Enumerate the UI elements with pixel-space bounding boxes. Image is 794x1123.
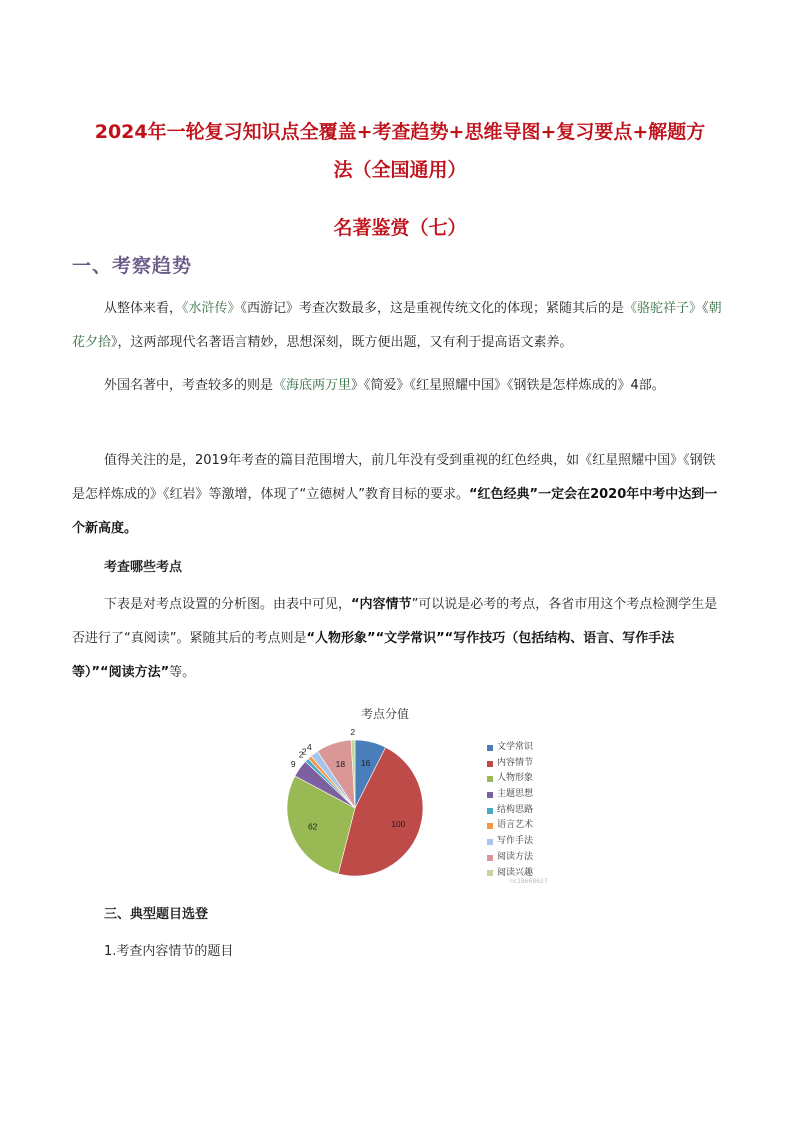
paragraph-foreign: 外国名著中，考查较多的则是《海底两万里》《简爱》《红星照耀中国》《钢铁是怎样炼成的》4部。 bbox=[104, 378, 665, 393]
paragraph-overview: 从整体来看，《水浒传》《西游记》考查次数最多，这是重视传统文化的体现；紧随其后的是《骆驼祥子》《朝花夕拾》，这两部现代名著语言精妙，思想深刻，既方便出题，又有利于提高语文素养。 bbox=[72, 301, 722, 350]
legend-item bbox=[487, 850, 533, 866]
legend-label: 文学常识 bbox=[497, 742, 534, 752]
legend-label: 主题思想 bbox=[497, 789, 534, 800]
legend-item bbox=[487, 740, 533, 756]
legend-swatch bbox=[487, 839, 493, 845]
legend-item bbox=[487, 787, 533, 803]
legend-label: 写作手法 bbox=[497, 836, 534, 847]
legend-swatch bbox=[487, 855, 493, 861]
pie-label-8: 18 bbox=[335, 759, 346, 770]
section-heading-trend: 一、考察趋势 bbox=[72, 255, 193, 277]
pie-label-4: 9 bbox=[290, 758, 296, 769]
legend-item bbox=[487, 834, 533, 850]
pie-chart bbox=[280, 728, 480, 888]
legend-label: 结构思路 bbox=[497, 804, 534, 815]
pie-label-2: 100 bbox=[391, 819, 406, 830]
question-heading-1: 1.考查内容情节的题目 bbox=[104, 944, 234, 959]
pie-label-3: 62 bbox=[307, 821, 318, 832]
paragraph-red-classics: 值得关注的是，2019年考查的篇目范围增大，前几年没有受到重视的红色经典，如《红星照耀中国》《钢铁是怎样炼成的》《红岩》等激增，体现了“立德树人”教育目标的要求。“红色经典”一定会在2020年中考中达到一个新高度。 bbox=[72, 453, 718, 536]
book-luotuoxiangzi: 《骆驼祥子》 bbox=[624, 301, 703, 316]
legend-label: 语言艺术 bbox=[497, 820, 534, 831]
section-heading-questions: 三、典型题目选登 bbox=[104, 907, 209, 922]
legend-swatch bbox=[487, 792, 493, 798]
watermark: nc18668627 bbox=[510, 878, 548, 885]
main-title-line1: 2024年一轮复习知识点全覆盖+考查趋势+思维导图+复习要点+解题方 bbox=[94, 121, 706, 143]
book-haidi: 《海底两万里 bbox=[273, 378, 352, 393]
legend-label: 内容情节 bbox=[497, 757, 534, 768]
legend-label: 阅读方法 bbox=[497, 851, 534, 862]
legend-swatch bbox=[487, 870, 493, 876]
pie-label-9: 2 bbox=[350, 728, 356, 737]
paragraph-analysis: 下表是对考点设置的分析图。由表中可见，“内容情节”可以说是必考的考点，各省市用这个考点检测学生是否进行了“真阅读”。紧随其后的考点则是“人物形象”“文学常识”“写作技巧（包括结构、语言、写作手法等）”“阅读方法”等。 bbox=[72, 597, 718, 680]
legend-label: 阅读兴趣 bbox=[497, 867, 534, 878]
chart-legend bbox=[487, 740, 533, 881]
book-zhaohuaxishi: 朝花夕拾 bbox=[72, 301, 722, 350]
legend-swatch bbox=[487, 808, 493, 814]
chart-title: 考点分值 bbox=[360, 707, 409, 721]
pie-label-1: 16 bbox=[360, 758, 371, 768]
subheading-exam-points: 考查哪些考点 bbox=[104, 560, 183, 575]
pie-label-7: 4 bbox=[307, 742, 312, 753]
book-shuihuzhuan: 《水浒传》 bbox=[182, 301, 241, 316]
legend-label: 人物形象 bbox=[497, 773, 534, 784]
legend-swatch bbox=[487, 823, 493, 829]
legend-swatch bbox=[487, 745, 493, 751]
legend-item bbox=[487, 818, 533, 834]
legend-item bbox=[487, 771, 533, 787]
legend-swatch bbox=[487, 776, 493, 782]
red-classics-emphasis: “红色经典”一定会在2020年中考中达到一个新高度。 bbox=[72, 487, 718, 536]
subtitle: 名著鉴赏（七） bbox=[333, 217, 467, 239]
main-title-line2: 法（全国通用） bbox=[333, 159, 467, 181]
legend-swatch bbox=[487, 761, 493, 767]
legend-item bbox=[487, 803, 533, 819]
pie-label-6: 2 bbox=[301, 746, 307, 757]
pie-label-5: 2 bbox=[298, 749, 304, 760]
legend-item bbox=[487, 756, 533, 772]
